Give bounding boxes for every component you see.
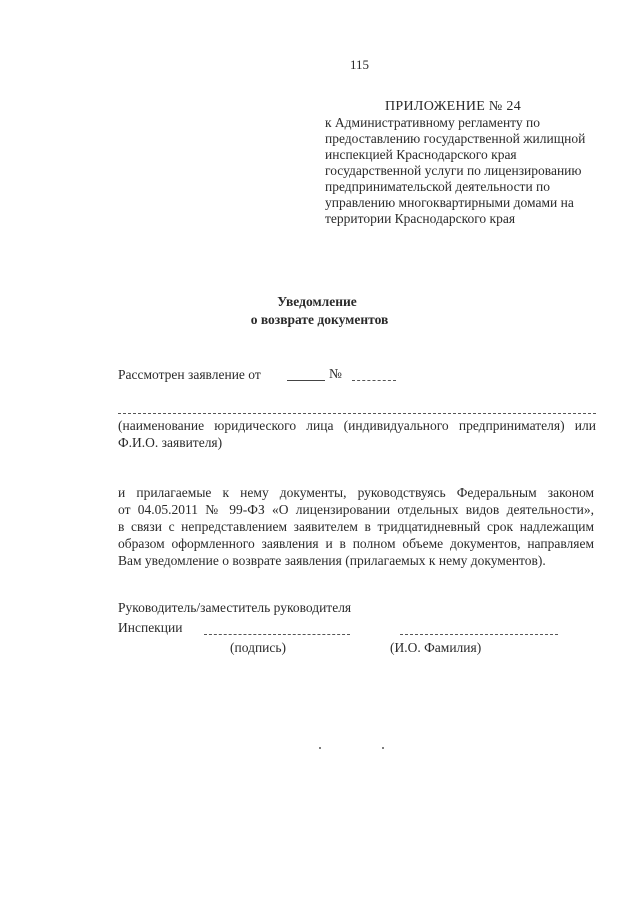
number-blank [352, 380, 396, 381]
appendix-line: предпринимательской деятельности по [325, 179, 551, 194]
page-number: 115 [350, 57, 370, 72]
date-blank [287, 380, 325, 381]
scan-speck [319, 747, 321, 749]
considered-label: Рассмотрен заявление от [118, 367, 261, 382]
signer-role-line1: Руководитель/заместитель руководителя [118, 600, 352, 615]
appendix-line: инспекцией Краснодарского края [325, 147, 517, 162]
appendix-line: государственной услуги по лицензированию [325, 163, 582, 178]
scan-speck [382, 747, 384, 749]
document-heading [0, 293, 639, 329]
signature-caption: (подпись) [230, 640, 287, 655]
body-line: от 04.05.2011 № 99-ФЗ «О лицензировании отдельных видов деятельности», [118, 502, 594, 517]
appendix-line: к Административному регламенту по [325, 115, 541, 130]
applicant-caption-line2: Ф.И.О. заявителя) [118, 435, 223, 450]
body-line: и прилагаемые к нему документы, руководствуясь Федеральным законом [118, 485, 594, 500]
body-line: Вам уведомление о возврате заявления (прилагаемых к нему документов). [118, 553, 546, 568]
appendix-block [325, 99, 585, 227]
signer-role-line2: Инспекции [118, 620, 183, 635]
body-paragraph [118, 484, 594, 569]
body-line: образом оформленного заявления и в полном объеме документов, направляем [118, 536, 594, 551]
appendix-line: территории Краснодарского края [325, 211, 516, 226]
heading-subtitle: о возврате документов [250, 312, 389, 327]
applicant-name-blank [118, 413, 596, 414]
heading-title: Уведомление [277, 294, 357, 309]
number-sign: № [329, 366, 342, 381]
appendix-line: предоставлению государственной жилищной [325, 131, 586, 146]
appendix-title: ПРИЛОЖЕНИЕ № 24 [385, 99, 521, 114]
body-line: в связи с непредставлением заявителем в тридцатидневный срок надлежащим [118, 519, 594, 534]
signature-blank [204, 634, 350, 635]
name-blank [400, 634, 558, 635]
name-caption: (И.О. Фамилия) [390, 640, 482, 655]
appendix-line: управлению многоквартирными домами на [325, 195, 574, 210]
applicant-caption-line1: (наименование юридического лица (индивидуального предпринимателя) или [118, 418, 596, 433]
